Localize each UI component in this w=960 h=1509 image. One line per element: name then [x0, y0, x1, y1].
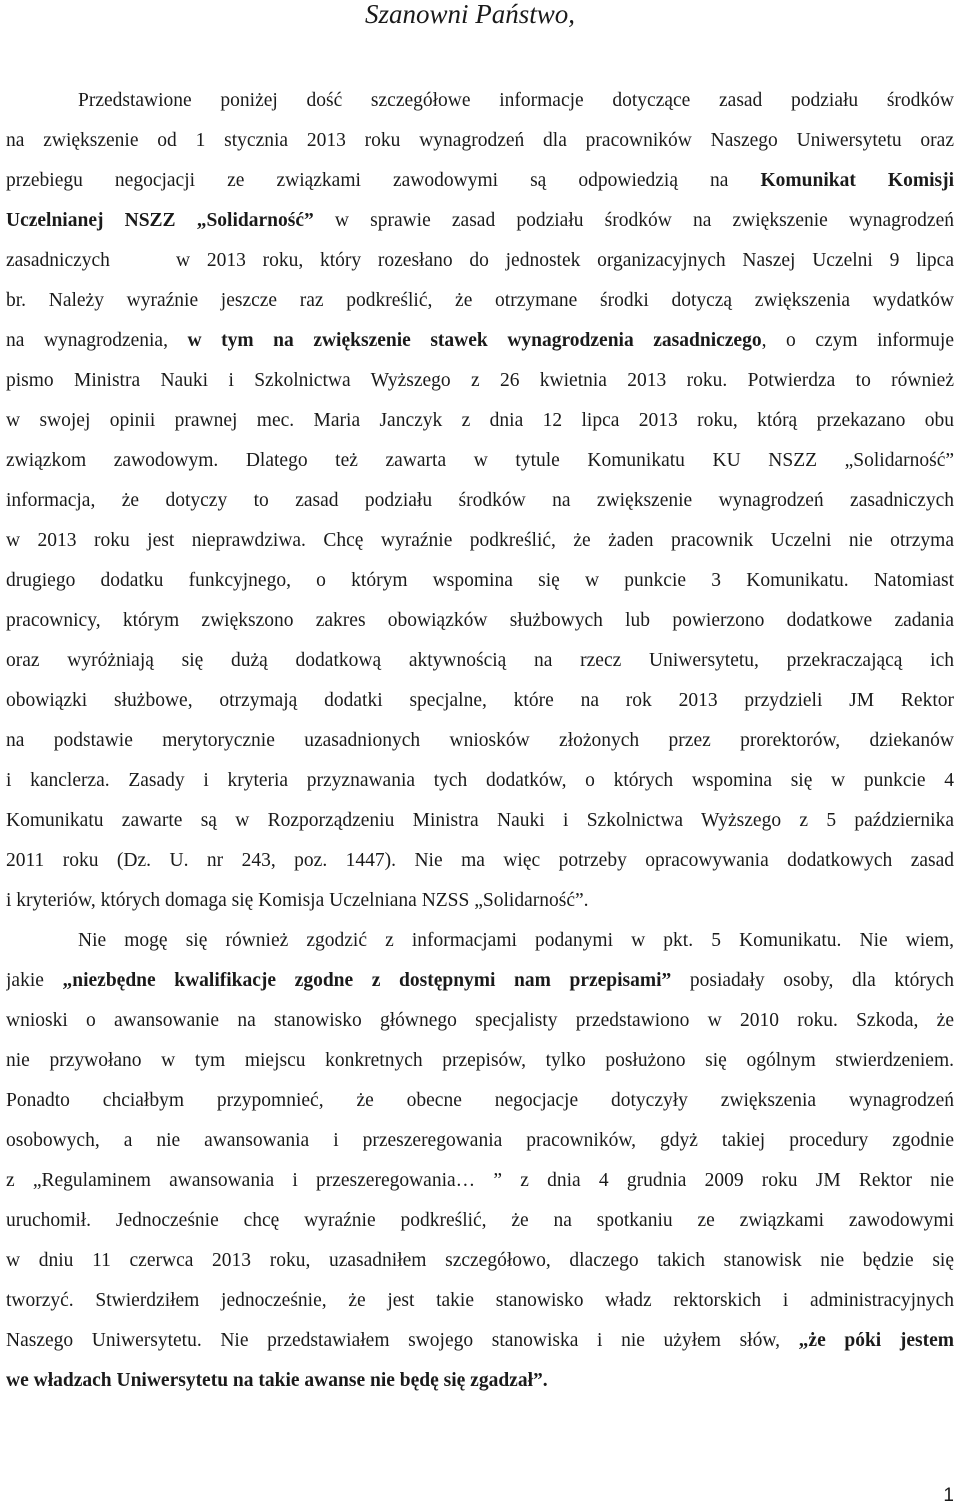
text-line [6, 328, 954, 354]
text-line-content: związkom zawodowym. Dlatego też zawarta w tytule Komunikatu KU NSZZ „Solidarność” [6, 450, 954, 471]
text-line [6, 648, 954, 674]
text-line-content: na podstawie merytorycznie uzasadnionych wniosków złożonych przez prorektorów, dziekanów [6, 730, 954, 751]
text-line [6, 568, 954, 594]
text-line-content: na zwiększenie od 1 stycznia 2013 roku wynagrodzeń dla pracowników Naszego Uniwersytetu oraz [6, 130, 954, 151]
text-line [6, 688, 954, 714]
text-line-content: nie przywołano w tym miejscu konkretnych przepisów, tylko posłużono się ogólnym stwierdzeniem. [6, 1050, 954, 1071]
text-line [6, 488, 954, 514]
text-line-content: przebiegu negocjacji ze związkami zawodowymi są odpowiedzią na [6, 170, 761, 191]
text-line [6, 888, 954, 914]
bold-phrase: we władzach Uniwersytetu na takie awanse nie będę się zgadzał”. [6, 1370, 548, 1391]
text-line-content: br. Należy wyraźnie jeszcze raz podkreślić, że otrzymane środki dotyczą zwiększenia wydatków [6, 290, 954, 311]
text-line-content: , o czym informuje [761, 330, 954, 351]
text-line-content: osobowych, a nie awansowania i przeszeregowania pracowników, gdyż takiej procedury zgodnie [6, 1130, 954, 1151]
text-line [6, 608, 954, 634]
text-line-content: z „Regulaminem awansowania i przeszeregowania… ” z dnia 4 grudnia 2009 roku JM Rektor nie [6, 1170, 954, 1191]
text-line-content: w swojej opinii prawnej mec. Maria Janczyk z dnia 12 lipca 2013 roku, którą przekazano obu [6, 410, 954, 431]
text-line-content: informacja, że dotyczy to zasad podziału środków na zwiększenie wynagrodzeń zasadniczych [6, 490, 954, 511]
text-line-content: uruchomił. Jednocześnie chcę wyraźnie podkreślić, że na spotkaniu ze związkami zawodowymi [6, 1210, 954, 1231]
bold-phrase: Uczelnianej NSZZ „Solidarność” [6, 210, 314, 231]
text-line-content: obowiązki służbowe, otrzymają dodatki specjalne, które na rok 2013 przydzieli JM Rektor [6, 690, 954, 711]
text-line [6, 168, 954, 194]
text-line [6, 288, 954, 314]
text-line [6, 1288, 954, 1314]
text-line-content: pracownicy, którym zwiększono zakres obowiązków służbowych lub powierzono dodatkowe zadania [6, 610, 954, 631]
text-line [78, 88, 954, 114]
text-line-content: tworzyć. Stwierdziłem jednocześnie, że jest takie stanowisko władz rektorskich i administracyjnych [6, 1290, 954, 1311]
text-line-content: Nie mogę się również zgodzić z informacjami podanymi w pkt. 5 Komunikatu. Nie wiem, [78, 930, 954, 951]
text-line [6, 448, 954, 474]
text-line [6, 128, 954, 154]
text-line [6, 1048, 954, 1074]
text-line-content: Przedstawione poniżej dość szczegółowe informacje dotyczące zasad podziału środków [78, 90, 954, 111]
text-line-content: drugiego dodatku funkcyjnego, o którym wspomina się w punkcie 3 Komunikatu. Natomiast [6, 570, 954, 591]
bold-phrase: w tym na zwiększenie stawek wynagrodzenia zasadniczego [187, 330, 762, 351]
text-line [6, 1168, 954, 1194]
text-line [6, 848, 954, 874]
text-line [6, 208, 954, 234]
text-line [6, 768, 954, 794]
text-line-content: posiadały osoby, dla których [671, 970, 954, 991]
text-line-content: Naszego Uniwersytetu. Nie przedstawiałem swojego stanowiska i nie użyłem słów, [6, 1330, 799, 1351]
text-line [6, 528, 954, 554]
text-line [6, 968, 954, 994]
text-line-content: w 2013 roku, który rozesłano do jednostek organizacyjnych Naszej Uczelni 9 lipca [176, 250, 954, 271]
text-line-content: jakie [6, 970, 63, 991]
text-line-content: Komunikatu zawarte są w Rozporządzeniu Ministra Nauki i Szkolnictwa Wyższego z 5 października [6, 810, 954, 831]
bold-phrase: „niezbędne kwalifikacje zgodne z dostępnymi nam przepisami” [62, 970, 672, 991]
text-line [6, 1248, 954, 1274]
text-line [6, 808, 954, 834]
page-number: 1 [943, 1485, 954, 1506]
text-line-content: w dniu 11 czerwca 2013 roku, uzasadniłem szczegółowo, dlaczego takich stanowisk nie będzie się [6, 1250, 954, 1271]
text-line-content: w 2013 roku jest nieprawdziwa. Chcę wyraźnie podkreślić, że żaden pracownik Uczelni nie otrzyma [6, 530, 954, 551]
text-line [6, 1368, 954, 1394]
text-line [6, 1328, 954, 1354]
text-line [6, 1088, 954, 1114]
text-line [6, 368, 954, 394]
text-line-content: oraz wyróżniają się dużą dodatkową aktywnością na rzecz Uniwersytetu, przekraczającą ich [6, 650, 954, 671]
text-line [78, 928, 954, 954]
bold-phrase: Komunikat Komisji [760, 170, 954, 191]
text-line-content: i kryteriów, których domaga się Komisja Uczelniana NZSS „Solidarność”. [6, 890, 589, 911]
text-line-content: na wynagrodzenia, [6, 330, 188, 351]
text-line-content: pismo Ministra Nauki i Szkolnictwa Wyższego z 26 kwietnia 2013 roku. Potwierdza to również [6, 370, 954, 391]
text-line [6, 1128, 954, 1154]
text-line-content: 2011 roku (Dz. U. nr 243, poz. 1447). Nie ma więc potrzeby opracowywania dodatkowych zasad [6, 850, 954, 871]
text-line [6, 1208, 954, 1234]
text-line [6, 728, 954, 754]
bold-phrase: „że póki jestem [798, 1330, 954, 1351]
text-line [6, 1008, 954, 1034]
text-line [6, 248, 954, 274]
text-line-content: Ponadto chciałbym przypomnieć, że obecne negocjacje dotyczyły zwiększenia wynagrodzeń [6, 1090, 954, 1111]
text-line-content: i kanclerza. Zasady i kryteria przyznawania tych dodatków, o których wspomina się w punkcie 4 [6, 770, 954, 791]
text-line [6, 408, 954, 434]
text-line-content: zasadniczych [6, 250, 110, 271]
text-line-content: w sprawie zasad podziału środków na zwiększenie wynagrodzeń [313, 210, 954, 231]
salutation-heading: Szanowni Państwo, [365, 0, 576, 29]
text-line-content: wnioski o awansowanie na stanowisko głównego specjalisty przedstawiono w 2010 roku. Szkoda, że [6, 1010, 954, 1031]
